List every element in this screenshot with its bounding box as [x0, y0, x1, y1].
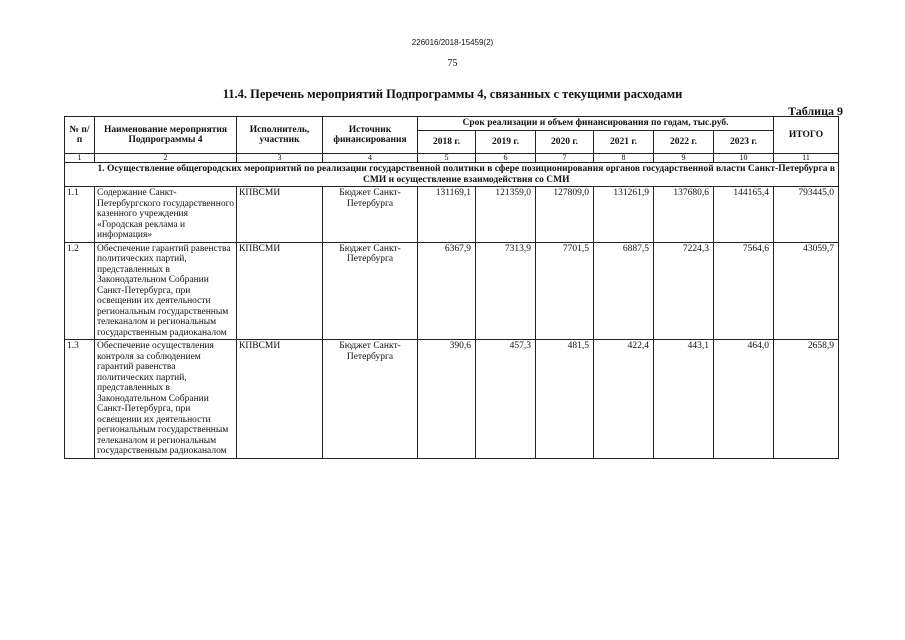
column-number: 11 — [774, 154, 839, 163]
row-value: 464,0 — [714, 340, 774, 459]
row-value: 443,1 — [654, 340, 714, 459]
row-value: 7564,6 — [714, 242, 774, 340]
column-number: 3 — [237, 154, 323, 163]
table-row — [65, 187, 839, 243]
row-num: 1.2 — [65, 242, 95, 340]
row-value: 131261,9 — [594, 187, 654, 243]
column-number: 10 — [714, 154, 774, 163]
column-number: 4 — [323, 154, 418, 163]
column-number: 8 — [594, 154, 654, 163]
row-executor: КПВСМИ — [237, 340, 323, 459]
page-title: 11.4. Перечень мероприятий Подпрограммы 4, связанных с текущими расходами — [222, 87, 683, 101]
row-value: 6367,9 — [418, 242, 476, 340]
row-total: 43059,7 — [774, 242, 839, 340]
header-total: ИТОГО — [774, 117, 839, 154]
row-total: 2658,9 — [774, 340, 839, 459]
section-row — [65, 163, 839, 187]
row-total: 793445,0 — [774, 187, 839, 243]
row-value: 7313,9 — [476, 242, 536, 340]
row-source: Бюджет Санкт-Петербурга — [323, 242, 418, 340]
row-value: 127809,0 — [536, 187, 594, 243]
header-year: 2018 г. — [418, 131, 476, 154]
header-num: № п/п — [65, 117, 95, 154]
row-value: 6887,5 — [594, 242, 654, 340]
header-source: Источник финансирования — [323, 117, 418, 154]
header-year: 2019 г. — [476, 131, 536, 154]
row-value: 144165,4 — [714, 187, 774, 243]
section-title: 1. Осуществление общегородских мероприятий по реализации государственной политики в сфере позиционирования органов государственной власти Санкт-Петербурга в СМИ и осуществление взаимодействия со СМИ — [95, 163, 839, 187]
header-year: 2023 г. — [714, 131, 774, 154]
financing-table — [64, 116, 839, 459]
column-number: 1 — [65, 154, 95, 163]
row-value: 7701,5 — [536, 242, 594, 340]
column-number: 7 — [536, 154, 594, 163]
header-row — [65, 117, 839, 131]
row-name: Содержание Санкт-Петербургского государственного казенного учреждения «Городская реклама и информация» — [95, 187, 237, 243]
row-value: 137680,6 — [654, 187, 714, 243]
column-number: 9 — [654, 154, 714, 163]
row-value: 390,6 — [418, 340, 476, 459]
row-value: 422,4 — [594, 340, 654, 459]
column-number: 5 — [418, 154, 476, 163]
row-value: 457,3 — [476, 340, 536, 459]
row-name: Обеспечение осуществления контроля за соблюдением гарантий равенства политических партий, представленных в Законодательном Собрании Санкт-Петербурга, при освещении их деятельности региональным государственным телеканалом и региональным государственным радиоканалом — [95, 340, 237, 459]
column-number: 6 — [476, 154, 536, 163]
column-number-row — [65, 154, 839, 163]
header-year: 2022 г. — [654, 131, 714, 154]
document-id: 226016/2018-15459(2) — [411, 38, 494, 47]
header-executor: Исполнитель, участник — [237, 117, 323, 154]
row-value: 7224,3 — [654, 242, 714, 340]
row-source: Бюджет Санкт-Петербурга — [323, 187, 418, 243]
row-executor: КПВСМИ — [237, 187, 323, 243]
header-period: Срок реализации и объем финансирования по годам, тыс.руб. — [418, 117, 774, 131]
row-source: Бюджет Санкт-Петербурга — [323, 340, 418, 459]
page-number: 75 — [447, 58, 458, 69]
table-label: Таблица 9 — [788, 104, 843, 118]
row-value: 121359,0 — [476, 187, 536, 243]
table-row — [65, 340, 839, 459]
header-year: 2020 г. — [536, 131, 594, 154]
row-value: 131169,1 — [418, 187, 476, 243]
column-number: 2 — [95, 154, 237, 163]
header-year: 2021 г. — [594, 131, 654, 154]
header-name: Наименование мероприятия Подпрограммы 4 — [95, 117, 237, 154]
row-value: 481,5 — [536, 340, 594, 459]
row-executor: КПВСМИ — [237, 242, 323, 340]
row-name: Обеспечение гарантий равенства политических партий, представленных в Законодательном Собрании Санкт-Петербурга, при освещении их деятельности региональным государственным телеканалом и региональным государственным радиоканалом — [95, 242, 237, 340]
table-row — [65, 242, 839, 340]
row-num: 1.3 — [65, 340, 95, 459]
row-num: 1.1 — [65, 187, 95, 243]
